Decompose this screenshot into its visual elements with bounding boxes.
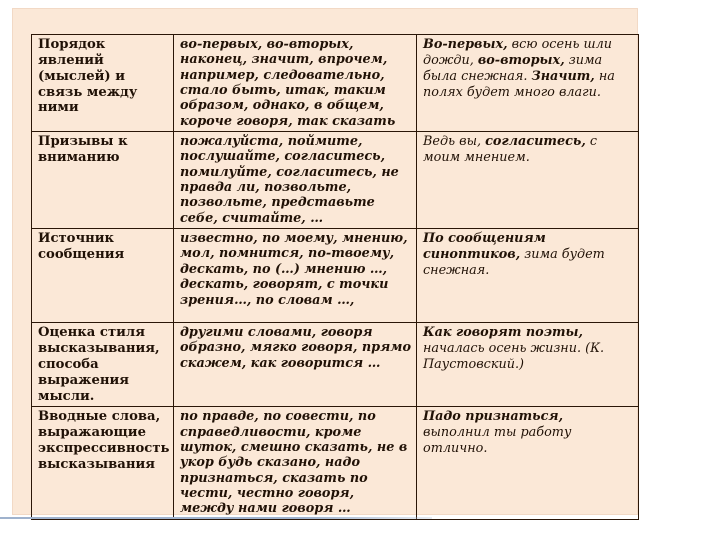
table-row [32, 229, 639, 323]
table-row [32, 323, 639, 407]
sentence-segment: на полях будет много влаги. [423, 68, 615, 100]
sentence-cell [417, 35, 639, 132]
sentence-segment: По сообщениям синоптиков, [423, 231, 546, 263]
category-cell: Вводные слова, выражающие экспрессивность высказывания [32, 407, 174, 519]
sentence-cell [417, 323, 639, 407]
sentence-segment: началась осень жизни. (К. Паустовский.) [423, 341, 605, 373]
examples-cell: во-первых, во-вторых, наконец, значит, впрочем, например, следовательно, стало быть, итак, таким образом, однако, в общем, короче говоря, так сказать [174, 35, 417, 132]
sentence-segment: выполнил ты работу отлично. [423, 425, 572, 457]
bottom-accent-line [0, 517, 432, 519]
examples-cell: известно, по моему, мнению, мол, помнится, по-твоему, дескать, по (…) мнению …, дескать, говорят, с точки зрения…, по словам …, [174, 229, 417, 323]
category-cell: Порядок явлений (мыслей) и связь между ними [32, 35, 174, 132]
category-cell: Призывы к вниманию [32, 132, 174, 229]
sentence-segment: во-вторых, [477, 52, 565, 68]
sentence-segment: зима была снежная. [423, 52, 603, 84]
sentence-segment: Значит, [531, 68, 595, 84]
sentence-cell [417, 407, 639, 519]
sentence-segment: всю осень шли дожди, [423, 37, 613, 68]
category-cell: Оценка стиля высказывания, способа выражения мысли. [32, 323, 174, 407]
table-row [32, 407, 639, 519]
table-row [32, 35, 639, 132]
sentence-segment: согласитесь, [485, 134, 586, 150]
sentence-segment: Падо признаться, [423, 409, 564, 425]
examples-cell: пожалуйста, поймите, послушайте, согласитесь, помилуйте, согласитесь, не правда ли, позвольте, позвольте, представьте себе, считайте, … [174, 132, 417, 229]
sentence-segment: с моим мнением. [423, 134, 598, 166]
sentence-segment: Как говорят поэты, [423, 325, 583, 341]
table-body [32, 35, 639, 520]
examples-cell: по правде, по совести, по справедливости, кроме шуток, смешно сказать, не в укор будь сказано, надо признаться, сказать по чести, честно говоря, между нами говоря … [174, 407, 417, 519]
table-row [32, 132, 639, 229]
sentence-segment: зима будет снежная. [423, 247, 605, 279]
examples-cell: другими словами, говоря образно, мягко говоря, прямо скажем, как говорится … [174, 323, 417, 407]
right-accent-band [640, 0, 720, 540]
sentence-cell [417, 132, 639, 229]
content-panel [12, 8, 638, 515]
sentence-segment: Во-первых, [423, 37, 508, 52]
sentence-cell [417, 229, 639, 323]
introductory-words-table [31, 34, 639, 520]
sentence-segment: Ведь вы, [423, 134, 486, 150]
category-cell: Источник сообщения [32, 229, 174, 323]
